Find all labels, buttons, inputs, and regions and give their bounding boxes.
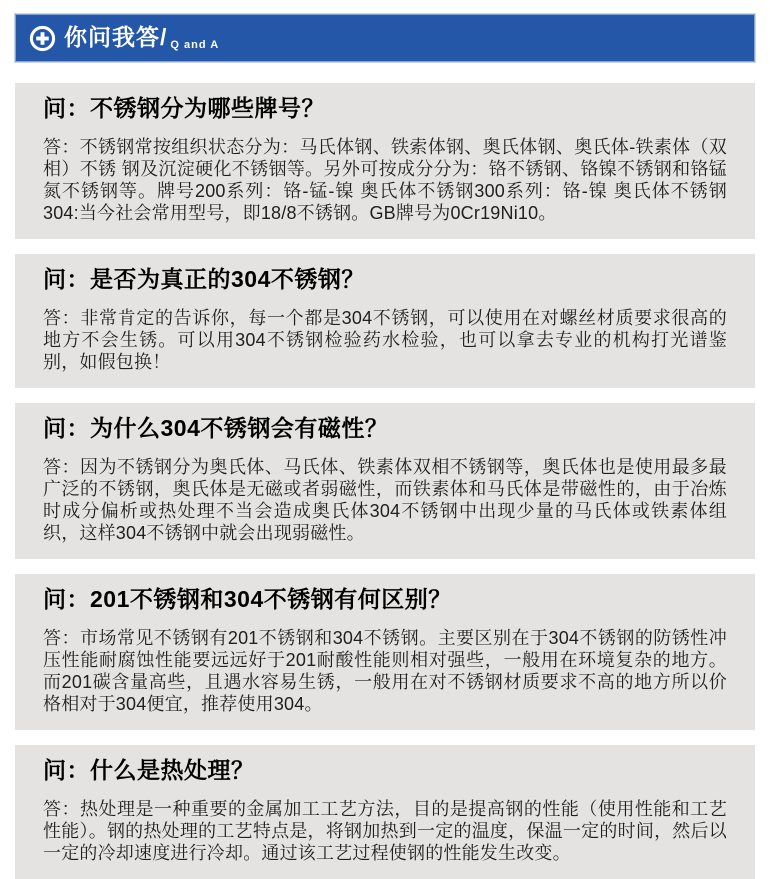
question-text: 问：为什么304不锈钢会有磁性？ — [43, 415, 389, 442]
qa-block-2 — [15, 254, 755, 388]
answer-text: 答：市场常见不锈钢有201不锈钢和304不锈钢。主要区别在于304不锈钢的防锈性冲压性能耐腐蚀性能要远远好于201耐酸性能则相对强些，一般用在环境复杂的地方。而201碳含量高些，且遇水容易生锈，一般用在对不锈钢材质要求不高的地方所以价格相对于304便宜，推荐使用304。 — [43, 628, 727, 715]
qa-block-1 — [15, 83, 755, 239]
qa-block-3 — [15, 403, 755, 559]
question-text: 问：是否为真正的304不锈钢？ — [43, 266, 365, 293]
qa-block-4 — [15, 574, 755, 730]
section-header — [15, 14, 755, 62]
circle-plus-icon — [29, 25, 56, 52]
qa-block-5 — [15, 745, 755, 879]
section-subtitle: Q and A — [170, 39, 220, 51]
answer-text: 答：不锈钢常按组织状态分为：马氏体钢、铁索体钢、奥氏体钢、奥氏体-铁素体（双相）不锈 钢及沉淀硬化不锈铟等。另外可按成分分为：铬不锈钢、铬镍不锈钢和铬锰氮不锈钢等。牌号200系列：铬-锰-镍 奥氏体不锈钢300系列：铬-镍 奥氏体不锈钢304:当今社会常用型号，即18/8不锈钢。GB牌号为0Cr19Ni10。 — [43, 137, 727, 224]
question-text: 问：201不锈钢和304不锈钢有何区别？ — [43, 586, 452, 613]
question-text: 问：什么是热处理？ — [43, 757, 255, 784]
answer-text: 答：非常肯定的告诉你，每一个都是304不锈钢，可以使用在对螺丝材质要求很高的地方不会生锈。可以用304不锈钢检验药水检验，也可以拿去专业的机构打光谱鉴别，如假包换！ — [43, 308, 727, 373]
section-title: 你问我答/ — [64, 23, 168, 50]
answer-text: 答：因为不锈钢分为奥氏体、马氏体、铁素体双相不锈钢等，奥氏体也是使用最多最广泛的不锈钢，奥氏体是无磁或者弱磁性，而铁素体和马氏体是带磁性的，由于冶炼时成分偏析或热处理不当会造成奥氏体304不锈钢中出现少量的马氏体或铁素体组织，这样304不锈钢中就会出现弱磁性。 — [43, 457, 727, 544]
answer-text: 答：热处理是一种重要的金属加工工艺方法，目的是提高钢的性能（使用性能和工艺性能）。钢的热处理的工艺特点是，将钢加热到一定的温度，保温一定的时间，然后以一定的冷却速度进行冷却。通过该工艺过程使钢的性能发生改变。 — [43, 799, 727, 864]
question-text: 问：不锈钢分为哪些牌号？ — [43, 95, 325, 121]
